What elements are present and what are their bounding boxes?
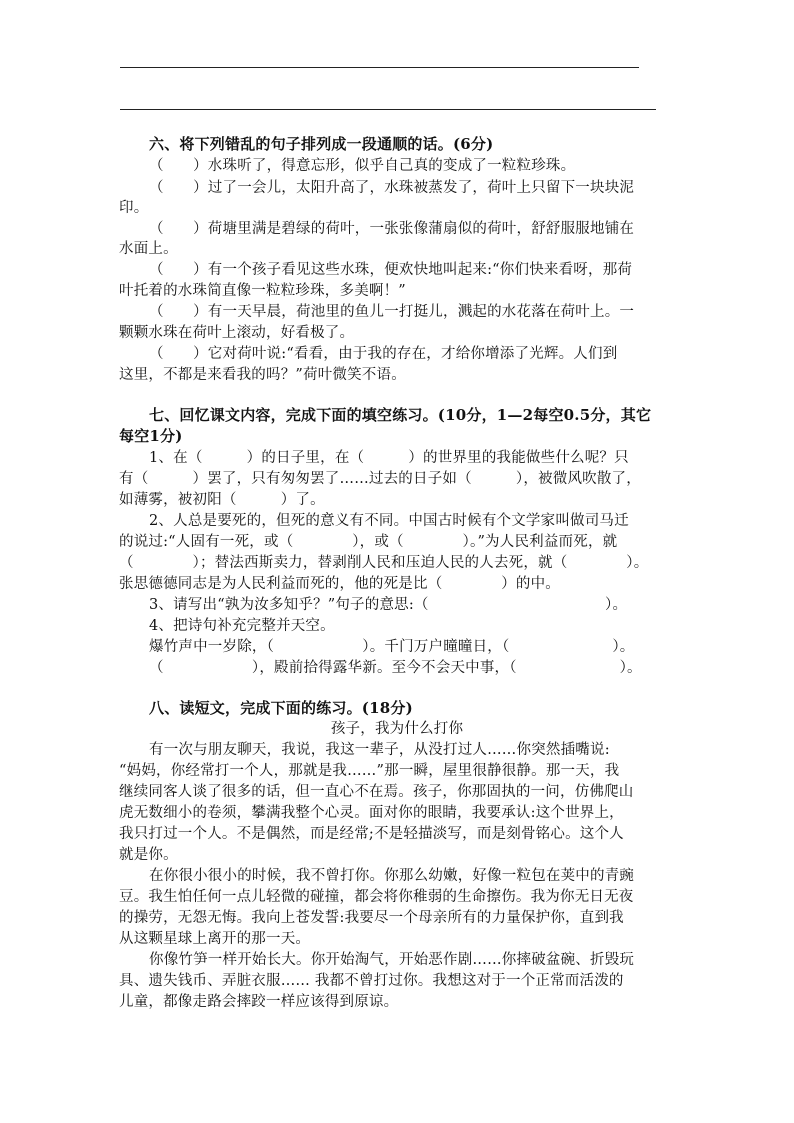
passage-line: 你像竹笋一样开始长大。你开始淘气，开始恶作剧……你摔破盆碗、折毁玩 <box>149 952 635 968</box>
answer-line-2 <box>120 109 656 110</box>
section-6-line: （ ）过了一会儿，太阳升高了，水珠被蒸发了，荷叶上只留下一块块泥 <box>149 180 635 196</box>
passage-line: 继续同客人谈了很多的话，但一直心不在焉。孩子，你那固执的一问，仿佛爬山 <box>119 784 634 800</box>
passage-line: 豆。我生怕任何一点儿轻微的碰撞，都会将你稚弱的生命擦伤。我为你无日无夜 <box>119 889 634 905</box>
section-7-line: （ ）；替法西斯卖力，替剥削人民和压迫人民的人去死，就（ ）。 <box>119 555 649 571</box>
section-7-line: 3、请写出“孰为汝多知乎？”句子的意思:（ ）。 <box>149 597 628 613</box>
section-6-line: 水面上。 <box>119 241 178 257</box>
section-6-line: 印。 <box>119 200 149 216</box>
section-6-line: （ ）它对荷叶说:“看看，由于我的存在，才给你增添了光辉。人们到 <box>149 346 618 362</box>
section-8-heading: 八、读短文，完成下面的练习。(18分) <box>149 699 413 717</box>
section-6-line: （ ）有一个孩子看见这些水珠，便欢快地叫起来:“你们快来看呀，那荷 <box>149 262 633 278</box>
section-7-line: 张思德德同志是为人民利益而死的，他的死是比（ ）的中。 <box>119 576 560 592</box>
section-7-line: 如薄雾，被初阳（ ）了。 <box>119 492 325 508</box>
section-7-line: 2、人总是要死的，但死的意义有不同。中国古时候有个文学家叫做司马迁 <box>149 513 629 529</box>
section-7-heading: 七、回忆课文内容，完成下面的填空练习。(10分，1—2每空0.5分，其它 <box>149 406 652 424</box>
section-6-line: 叶托着的水珠简直像一粒粒珍珠，多美啊！” <box>119 283 406 299</box>
section-7-line: （ ），殿前拾得露华新。至今不会天中事，（ ）。 <box>149 660 642 676</box>
section-6-line: （ ）有一天早晨，荷池里的鱼儿一打挺儿，溅起的水花落在荷叶上。一 <box>149 304 635 320</box>
section-6-line: （ ）荷塘里满是碧绿的荷叶，一张张像蒲扇似的荷叶，舒舒服服地铺在 <box>149 221 635 237</box>
passage-line: 我只打过一个人。不是偶然，而是经常;不是轻描淡写，而是刻骨铭心。这个人 <box>119 826 624 842</box>
passage-line: 就是你。 <box>119 847 178 863</box>
passage-line: 从这颗星球上离开的那一天。 <box>119 931 311 947</box>
section-6-line: 这里，不都是来看我的吗？”荷叶微笑不语。 <box>119 367 406 383</box>
passage-line: 有一次与朋友聊天，我说，我这一辈子，从没打过人……你突然插嘴说: <box>149 742 610 758</box>
section-7-line: 的说过:“人固有一死，或（ ），或（ ）。”为人民利益而死，就 <box>119 534 618 550</box>
section-6-line: 颗颗水珠在荷叶上滚动，好看极了。 <box>119 325 355 341</box>
answer-line-1 <box>120 67 639 68</box>
section-7-line: 爆竹声中一岁除，（ ）。千门万户曈曈日，（ ）。 <box>149 639 635 655</box>
passage-line: 在你很小很小的时候，我不曾打你。你那么幼嫩，好像一粒包在荚中的青豌 <box>149 868 635 884</box>
passage-line: 儿童，都像走路会摔跤一样应该得到原谅。 <box>119 994 399 1010</box>
section-7-heading-cont: 每空1分) <box>119 427 183 445</box>
section-7-line: 有（ ）罢了，只有匆匆罢了……过去的日子如（ ），被微风吹散了， <box>119 471 641 487</box>
section-7-line: 1、在（ ）的日子里，在（ ）的世界里的我能做些什么呢？只 <box>149 450 629 466</box>
section-6-heading: 六、将下列错乱的句子排列成一段通顺的话。(6分) <box>149 135 494 153</box>
passage-title: 孩子，我为什么打你 <box>330 721 464 737</box>
section-6-line: （ ）水珠听了，得意忘形，似乎自己真的变成了一粒粒珍珠。 <box>149 158 576 174</box>
passage-line: 的操劳，无怨无悔。我向上苍发誓:我要尽一个母亲所有的力量保护你，直到我 <box>119 910 624 926</box>
passage-line: “妈妈，你经常打一个人，那就是我……”那一瞬，屋里很静很静。那一天，我 <box>119 763 620 779</box>
passage-line: 具、遗失钱币、弄脏衣服…… 我都不曾打过你。我想这对于一个正常而活泼的 <box>119 973 624 989</box>
passage-line: 虎无数细小的卷须，攀满我整个心灵。面对你的眼睛，我要承认:这个世界上， <box>119 805 624 821</box>
section-7-line: 4、把诗句补充完整并天空。 <box>149 618 335 634</box>
